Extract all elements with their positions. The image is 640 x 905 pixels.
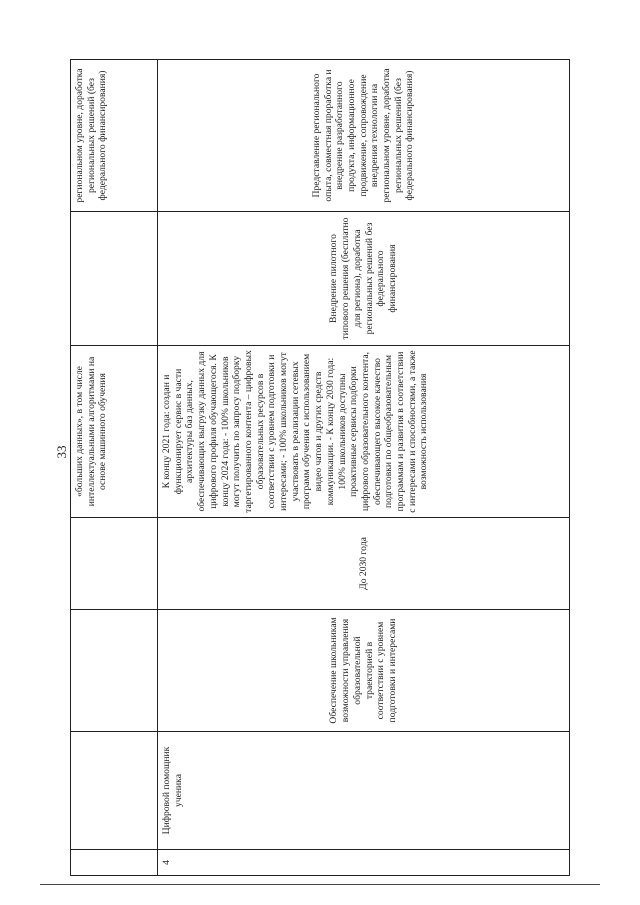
cell-results: К концу 2021 года: создан и функционирует сервис в части архитектуры баз данных, обеспечивающих выгрузку данных для цифрового профиля обучающегося. К концу 2024 года: - 100% школьников могут получить по запросу подборку таргетированного контента – цифровых образовательных ресурсов в соответствии с уровнем подготовки и интересами; - 100% школьников могут участвовать в реализации сетевых программ обучения с использованием видео чатов и других средств коммуникации. - К концу 2030 года: 100% школьников доступны проактивные сервисы подборки цифрового образовательного контента, обеспечивающего высокое качество подготовки по общеобразовательным программам и развития в соответствии с интересами и способностями, а также возможность использования [158,346,570,518]
cell-developer-continued: региональном уровне, доработка региональных решений (без федерального финансирования) [71,60,158,212]
measures-table [70,59,570,876]
cell-results-continued: «больших данных», в том числе интеллектуальными алгоритмами на основе машинного обучения [71,346,158,518]
cell-empty [71,850,158,876]
table-row [158,60,570,876]
cell-region-role: Внедрение пилотного типового решения (бесплатно для региона), доработка региональных решений без федерального финансирования [158,212,570,346]
cell-project-name: Цифровой помощник ученика [158,732,570,850]
cell-goal: Обеспечение школьникам возможности управления образовательной траекторией в соответствии с уровнем подготовки и интересами [158,610,570,732]
cell-empty [71,212,158,346]
rotated-page [70,60,570,876]
cell-deadline: До 2030 года [158,518,570,610]
cell-empty [71,732,158,850]
table-row-continued [71,60,158,876]
page-number: 33 [54,445,69,459]
cell-row-number: 4 [158,850,570,876]
table-wrapper [70,60,570,876]
cell-empty [71,610,158,732]
cell-developer-role: Представление регионального опыта, совместная проработка и внедрение разработанного продукта, информационное продвижение, сопровождение внедрения технологии на региональном уровне, доработка региональных решений (без федерального финансирования) [158,60,570,212]
cell-empty [71,518,158,610]
bottom-rule [40,884,600,885]
